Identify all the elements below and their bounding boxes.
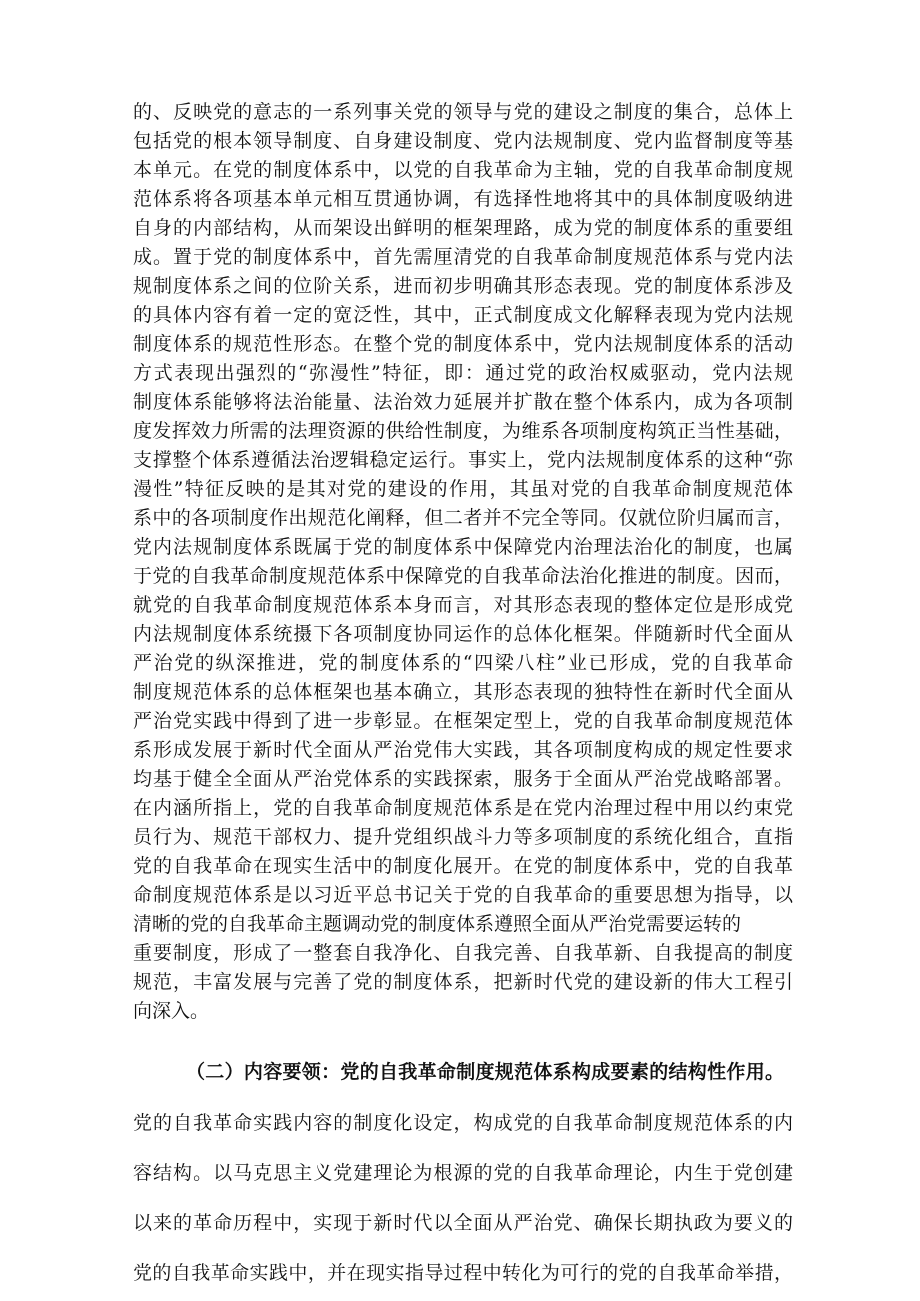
paragraph-1-line: 的、反映党的意志的一系列事关党的领导与党的建设之制度的集合，总体上 bbox=[133, 101, 793, 123]
paragraph-1-line: 员行为、规范干部权力、提升党组织战斗力等多项制度的系统化组合，直指 bbox=[133, 826, 793, 848]
paragraph-1-line: 自身的内部结构，从而架设出鲜明的框架理路，成为党的制度体系的重要组 bbox=[133, 217, 793, 239]
paragraph-1-line: 严治党的纵深推进，党的制度体系的“四梁八柱”业已形成，党的自我革命 bbox=[133, 652, 793, 674]
paragraph-1-line: 漫性”特征反映的是其对党的建设的作用，其虽对党的自我革命制度规范体 bbox=[133, 478, 793, 500]
paragraph-1-line: 支撑整个体系遵循法治逻辑稳定运行。事实上，党内法规制度体系的这种“弥 bbox=[133, 449, 793, 471]
paragraph-2-line: 党的自我革命实践内容的制度化设定，构成党的自我革命制度规范体系的内 bbox=[133, 1112, 793, 1134]
paragraph-1-line: 均基于健全全面从严治党体系的实践探索，服务于全面从严治党战略部署。 bbox=[133, 768, 793, 790]
paragraph-1-line: 制度体系的规范性形态。在整个党的制度体系中，党内法规制度体系的活动 bbox=[133, 333, 793, 355]
paragraph-1-line: 制度规范体系的总体框架也基本确立，其形态表现的独特性在新时代全面从 bbox=[133, 681, 793, 703]
paragraph-1-line: 方式表现出强烈的“弥漫性”特征，即：通过党的政治权威驱动，党内法规 bbox=[133, 362, 793, 384]
paragraph-2-line: 以来的革命历程中，实现于新时代以全面从严治党、确保长期执政为要义的 bbox=[133, 1212, 793, 1234]
paragraph-1-line: 内法规制度体系统摄下各项制度协同运作的总体化框架。伴随新时代全面从 bbox=[133, 623, 793, 645]
paragraph-1-line: 清晰的党的自我革命主题调动党的制度体系遵照全面从严治党需要运转的 bbox=[133, 913, 742, 935]
paragraph-1-line: 系中的各项制度作出规范化阐释，但二者并不完全等同。仅就位阶归属而言， bbox=[133, 507, 793, 529]
paragraph-1-line: 在内涵所指上，党的自我革命制度规范体系是在党内治理过程中用以约束党 bbox=[133, 797, 793, 819]
paragraph-1-line: 命制度规范体系是以习近平总书记关于党的自我革命的重要思想为指导，以 bbox=[133, 884, 793, 906]
paragraph-1-line: 包括党的根本领导制度、自身建设制度、党内法规制度、党内监督制度等基 bbox=[133, 130, 793, 152]
paragraph-2-line: 党的自我革命实践中，并在现实指导过程中转化为可行的党的自我革命举措， bbox=[133, 1262, 793, 1284]
paragraph-1-line: 规范，丰富发展与完善了党的制度体系，把新时代党的建设新的伟大工程引 bbox=[133, 971, 793, 993]
paragraph-1-line: 于党的自我革命制度规范体系中保障党的自我革命法治化推进的制度。因而， bbox=[133, 565, 793, 587]
paragraph-1-line: 制度体系能够将法治能量、法治效力延展并扩散在整个体系内，成为各项制 bbox=[133, 391, 793, 413]
paragraph-1-line: 党的自我革命在现实生活中的制度化展开。在党的制度体系中，党的自我革 bbox=[133, 855, 793, 877]
paragraph-1-line: 党内法规制度体系既属于党的制度体系中保障党内治理法治化的制度，也属 bbox=[133, 536, 793, 558]
paragraph-1-line: 规制度体系之间的位阶关系，进而初步明确其形态表现。党的制度体系涉及 bbox=[133, 275, 793, 297]
paragraph-1-line: 的具体内容有着一定的宽泛性，其中，正式制度成文化解释表现为党内法规 bbox=[133, 304, 793, 326]
paragraph-1-line: 向深入。 bbox=[133, 1000, 210, 1022]
paragraph-1-line: 系形成发展于新时代全面从严治党伟大实践，其各项制度构成的规定性要求 bbox=[133, 739, 793, 761]
paragraph-1-line: 重要制度，形成了一整套自我净化、自我完善、自我革新、自我提高的制度 bbox=[133, 942, 793, 964]
paragraph-1-line: 成。置于党的制度体系中，首先需厘清党的自我革命制度规范体系与党内法 bbox=[133, 246, 793, 268]
paragraph-1-line: 就党的自我革命制度规范体系本身而言，对其形态表现的整体定位是形成党 bbox=[133, 594, 793, 616]
paragraph-1-line: 度发挥效力所需的法理资源的供给性制度，为维系各项制度构筑正当性基础， bbox=[133, 420, 793, 442]
paragraph-1-line: 本单元。在党的制度体系中，以党的自我革命为主轴，党的自我革命制度规 bbox=[133, 159, 793, 181]
paragraph-2-line: 容结构。以马克思主义党建理论为根源的党的自我革命理论，内生于党创建 bbox=[133, 1162, 793, 1184]
paragraph-1-line: 范体系将各项基本单元相互贯通协调，有选择性地将其中的具体制度吸纳进 bbox=[133, 188, 793, 210]
section-heading: （二）内容要领：党的自我革命制度规范体系构成要素的结构性作用。 bbox=[186, 1061, 785, 1083]
paragraph-1-line: 严治党实践中得到了进一步彰显。在框架定型上，党的自我革命制度规范体 bbox=[133, 710, 793, 732]
